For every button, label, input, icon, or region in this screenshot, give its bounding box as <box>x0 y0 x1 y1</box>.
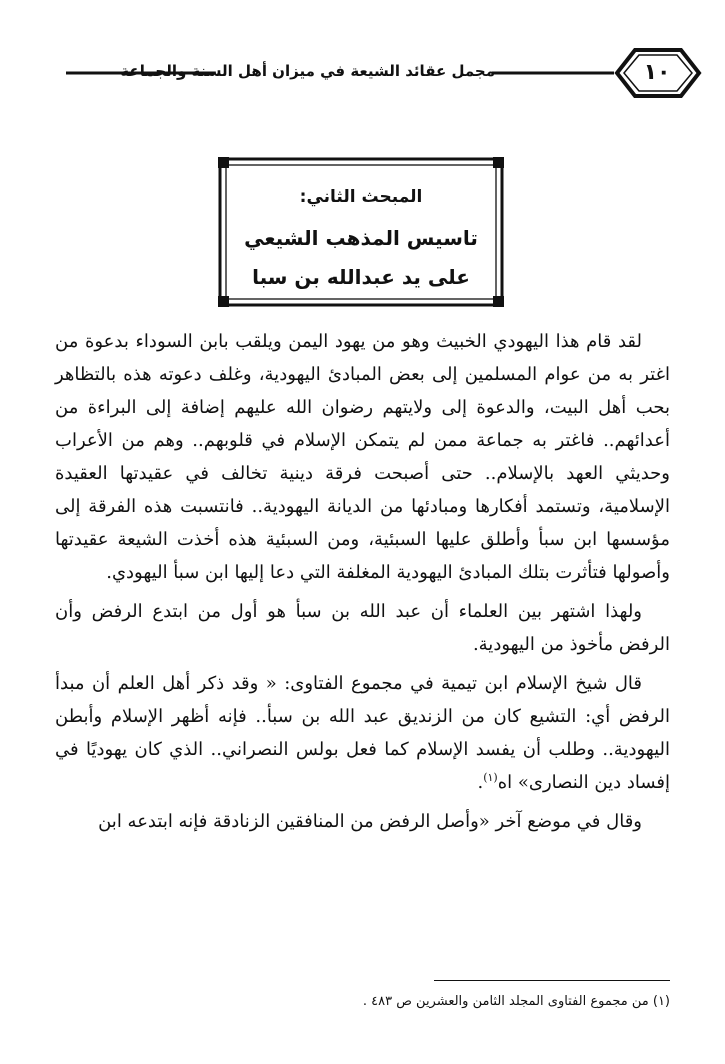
quote-text: قال شيخ الإسلام ابن تيمية في مجموع الفتاوى: « وقد ذكر أهل العلم أن مبدأ الرفض أي: التشيع كان من الزنديق عبد الله بن سبأ.. فإنه أظهر الإسلام وأبطن اليهودية.. وطلب أن يفسد الإسلام كما فعل بولس النصراني.. الذي كان يهوديًا في إفساد دين النصارى» اه <box>55 673 670 793</box>
body-paragraph: لقد قام هذا اليهودي الخبيث وهو من يهود اليمن ويلقب بابن السوداء بدعوة من اغتر به من عوام المسلمين إلى بعض المبادئ اليهودية، وغلف دعوته هذه بالتظاهر بحب أهل البيت، والدعوة إلى ولايتهم رضوان الله عليهم إضافة إلى البراءة من أعدائهم.. فاغتر به جماعة ممن لم يتمكن الإسلام في قلوبهم.. وهم من الأعراب وحديثي العهد بالإسلام.. حتى أصبحت فرقة دينية تخالف في عقيدتها العقيدة الإسلامية، وتستمد أفكارها ومبادئها من الديانة اليهودية.. فانتسبت هذه الفرقة إلى مؤسسها ابن سبأ وأطلق عليها السبئية، ومن السبئية هذه أخذت الشيعة عقيدتها وأصولها فتأثرت بتلك المبادئ اليهودية المغلفة التي دعا إليها ابن سبأ اليهودي. <box>55 331 670 583</box>
running-title: مجمل عقائد الشيعة في ميزان أهل السنة والجماعة <box>120 62 495 80</box>
body-text <box>55 325 670 838</box>
quote-end: . <box>477 772 484 793</box>
footnote-reference: (١) <box>483 771 498 784</box>
page-number: ١٠ <box>643 60 671 85</box>
section-title-box <box>218 157 504 307</box>
footnote-separator <box>434 980 670 981</box>
section-title-line-1: تاسيس المذهب الشيعي <box>244 226 478 250</box>
body-paragraph: وقال في موضع آخر «وأصل الرفض من المنافقين الزنادقة فإنه ابتدعه ابن <box>98 811 642 832</box>
body-paragraph: ولهذا اشتهر بين العلماء أن عبد الله بن سبأ هو أول من ابتدع الرفض وأن الرفض مأخوذ من اليهودية. <box>55 601 670 655</box>
footnote: (١) من مجموع الفتاوى المجلد الثامن والعشرين ص ٤٨٣ . <box>362 994 670 1009</box>
section-title-line-2: على يد عبدالله بن سبا <box>252 265 470 289</box>
section-label: المبحث الثاني: <box>299 187 423 207</box>
page-header <box>20 40 705 110</box>
body-paragraph-quote <box>55 667 670 799</box>
